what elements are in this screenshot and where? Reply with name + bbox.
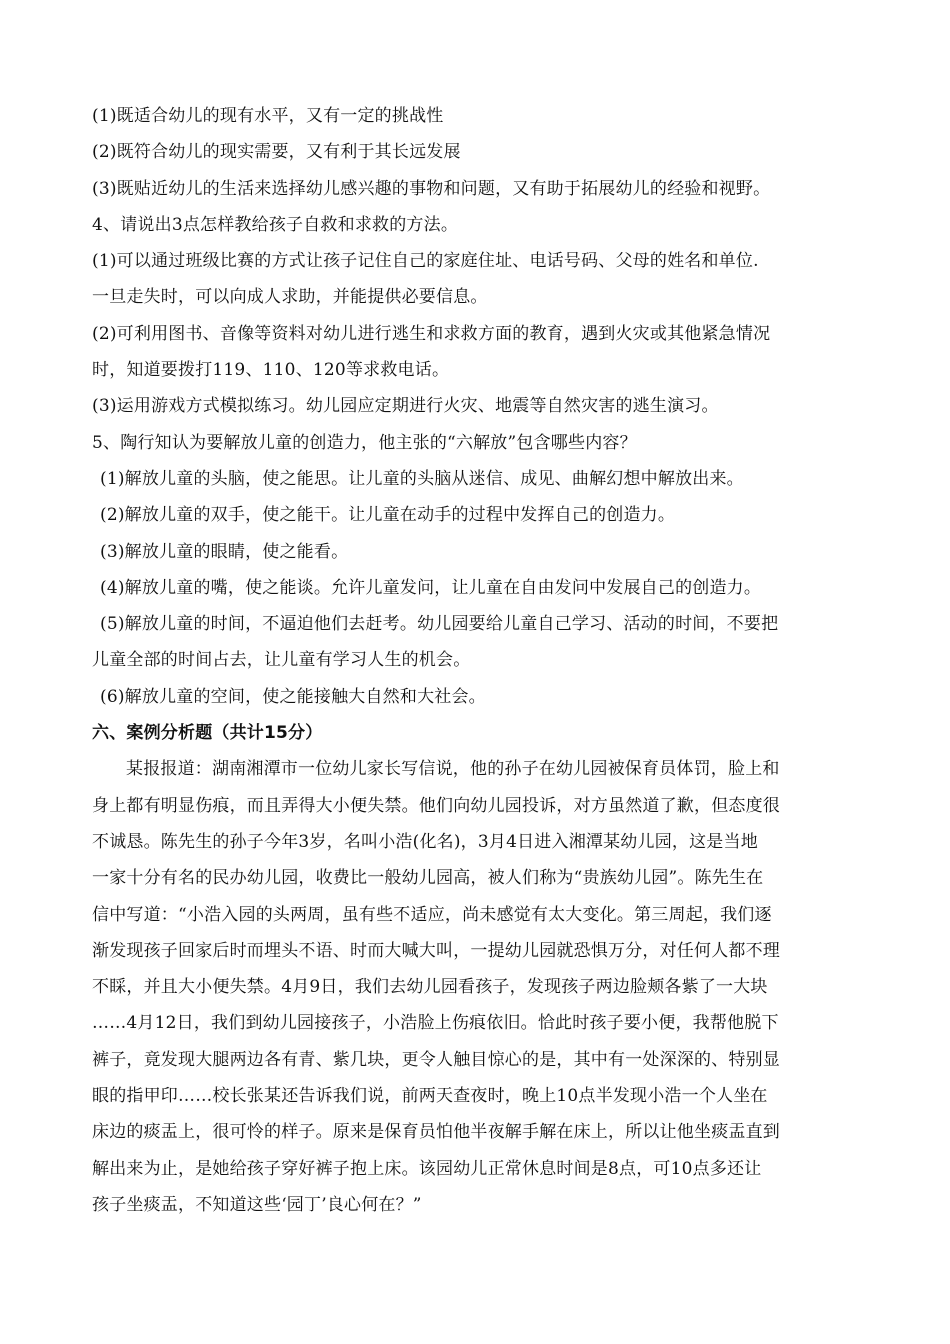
answer-item-3: (3)既贴近幼儿的生活来选择幼儿感兴趣的事物和问题，又有助于拓展幼儿的经验和视野。 bbox=[92, 178, 771, 199]
q5-answer-3: (3)解放儿童的眼睛，使之能看。 bbox=[100, 541, 349, 562]
section-heading-case-analysis: 六、案例分析题（共计15分） bbox=[92, 723, 323, 744]
q5-answer-4: (4)解放儿童的嘴，使之能谈。允许儿童发问，让儿童在自由发问中发展自己的创造力。 bbox=[100, 577, 762, 598]
q4-answer-1: (1)可以通过班级比赛的方式让孩子记住自己的家庭住址、电话号码、父母的姓名和单位. bbox=[92, 251, 759, 272]
q5-answer-5-cont: 儿童全部的时间占去，让儿童有学习人生的机会。 bbox=[92, 650, 471, 671]
q5-answer-2: (2)解放儿童的双手，使之能干。让儿童在动手的过程中发挥自己的创造力。 bbox=[100, 505, 676, 526]
question-4: 4、请说出3点怎样教给孩子自救和求救的方法。 bbox=[92, 214, 459, 235]
case-paragraph-line: 孩子坐痰盂，不知道这些‘园丁’良心何在？” bbox=[92, 1194, 422, 1215]
q5-answer-6: (6)解放儿童的空间，使之能接触大自然和大社会。 bbox=[100, 686, 486, 707]
case-paragraph-line: ……4月12日，我们到幼儿园接孩子，小浩脸上伤痕依旧。恰此时孩子要小便，我帮他脱下 bbox=[92, 1013, 779, 1034]
q5-answer-1: (1)解放儿童的头脑，使之能思。让儿童的头脑从迷信、成见、曲解幻想中解放出来。 bbox=[100, 468, 744, 489]
case-paragraph-line: 眼的指甲印……校长张某还告诉我们说，前两天查夜时，晚上10点半发现小浩一个人坐在 bbox=[92, 1086, 768, 1107]
answer-item-2: (2)既符合幼儿的现实需要，又有利于其长远发展 bbox=[92, 142, 461, 163]
case-paragraph-line: 裤子，竟发现大腿两边各有青、紫几块，更令人触目惊心的是，其中有一处深深的、特别显 bbox=[92, 1049, 780, 1070]
q4-answer-2: (2)可利用图书、音像等资料对幼儿进行逃生和求救方面的教育，遇到火灾或其他紧急情况 bbox=[92, 323, 771, 344]
document-body bbox=[92, 98, 872, 1223]
case-paragraph-line: 解出来为止，是她给孩子穿好裤子抱上床。该园幼儿正常休息时间是8点，可10点多还让 bbox=[92, 1158, 762, 1179]
question-5: 5、陶行知认为要解放儿童的创造力，他主张的“六解放”包含哪些内容？ bbox=[92, 432, 637, 453]
answer-item-1: (1)既适合幼儿的现有水平，又有一定的挑战性 bbox=[92, 106, 444, 126]
case-paragraph-line: 身上都有明显伤痕，而且弄得大小便失禁。他们向幼儿园投诉，对方虽然道了歉，但态度很 bbox=[92, 795, 780, 816]
q4-answer-1-cont: 一旦走失时，可以向成人求助，并能提供必要信息。 bbox=[92, 287, 488, 308]
q4-answer-3: (3)运用游戏方式模拟练习。幼儿园应定期进行火灾、地震等自然灾害的逃生演习。 bbox=[92, 396, 719, 417]
case-paragraph-line: 床边的痰盂上，很可怜的样子。原来是保育员怕他半夜解手解在床上，所以让他坐痰盂直到 bbox=[92, 1122, 780, 1143]
case-paragraph-line: 不睬，并且大小便失禁。4月9日，我们去幼儿园看孩子，发现孩子两边脸颊各紫了一大块 bbox=[92, 977, 768, 998]
case-paragraph-line: 不诚恳。陈先生的孙子今年3岁，名叫小浩(化名)，3月4日进入湘潭某幼儿园，这是当地 bbox=[92, 831, 758, 852]
case-paragraph-line: 一家十分有名的民办幼儿园，收费比一般幼儿园高，被人们称为“贵族幼儿园”。陈先生在 bbox=[92, 868, 764, 889]
case-paragraph-line: 渐发现孩子回家后时而埋头不语、时而大喊大叫，一提幼儿园就恐惧万分，对任何人都不理 bbox=[92, 940, 780, 961]
case-paragraph-line: 某报报道：湖南湘潭市一位幼儿家长写信说，他的孙子在幼儿园被保育员体罚，脸上和 bbox=[126, 759, 780, 780]
q4-answer-2-cont: 时，知道要拨打119、110、120等求救电话。 bbox=[92, 360, 450, 381]
case-paragraph-line: 信中写道：“小浩入园的头两周，虽有些不适应，尚未感觉有太大变化。第三周起，我们逐 bbox=[92, 904, 772, 925]
q5-answer-5: (5)解放儿童的时间，不逼迫他们去赶考。幼儿园要给儿童自己学习、活动的时间，不要把 bbox=[100, 614, 779, 635]
